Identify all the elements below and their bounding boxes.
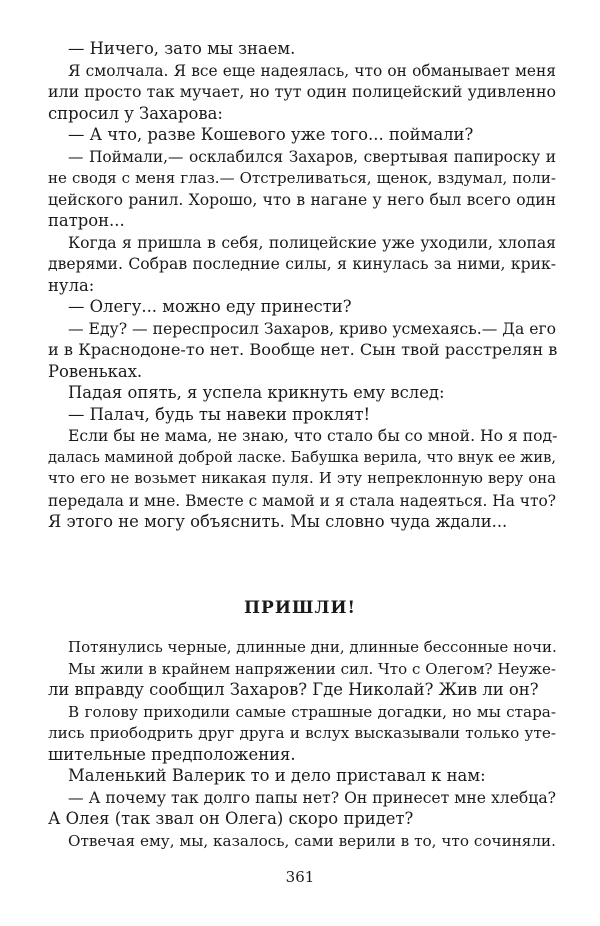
text-line: патрон...: [48, 211, 125, 230]
text-line: что его не возьмет никакая пуля. И эту непреклонную веру она: [48, 470, 556, 487]
text-line: нула:: [48, 275, 95, 295]
text-line: шительные предположения.: [48, 744, 296, 764]
text-line: — А почему так долго папы нет? Он принесет мне хлебца?: [68, 788, 556, 807]
text-line: Я смолчала. Я все еще надеялась, что он обманывает меня: [68, 61, 556, 80]
text-line: Ровеньках.: [48, 361, 143, 381]
text-line: — А что, разве Кошевого уже того... поймали?: [68, 125, 474, 144]
text-line: В голову приходили самые страшные догадки, но мы стара-: [68, 702, 556, 721]
text-line: лись приободрить друг друга и вслух высказывали только уте-: [48, 724, 556, 742]
page-number: 361: [285, 868, 315, 886]
text-line: далась маминой доброй ласке. Бабушка верила, что внук ее жив,: [48, 448, 557, 466]
text-line: Я этого не могу объяснить. Мы словно чуда ждали...: [48, 512, 508, 531]
text-line: не сводя с меня глаз.— Отстреливаться, щенок, вздумал, поли-: [48, 169, 556, 187]
text-line: дверями. Собрав последние силы, я кинулась за ними, крик-: [48, 255, 556, 273]
text-line: Мы жили в крайнем напряжении сил. Что с Олегом? Неуже-: [68, 659, 556, 678]
text-line: Если бы не мама, не знаю, что стало бы со мной. Но я под-: [68, 427, 558, 445]
text-line: А Олея (так звал он Олега) скоро придет?: [48, 809, 414, 828]
text-line: ли вправду сообщил Захаров? Где Николай? Жив ли он?: [48, 680, 539, 699]
text-line: или просто так мучает, но тут один полицейский удивленно: [48, 82, 556, 101]
text-line: — Олегу... можно еду принести?: [68, 297, 352, 316]
text-line: — Еду? — переспросил Захаров, криво усмехаясь.— Да его: [68, 319, 556, 338]
text-line: передала и мне. Вместе с мамой и я стала надеяться. На что?: [48, 491, 557, 510]
text-line: — Поймали,— осклабился Захаров, свертывая папироску и: [68, 147, 556, 166]
text-line: спросил у Захарова:: [48, 103, 223, 123]
text-line: — Палач, будь ты навеки проклят!: [68, 404, 371, 424]
text-line: Маленький Валерик то и дело приставал к нам:: [68, 766, 486, 785]
text-line: — Ничего, зато мы знаем.: [68, 39, 296, 58]
text-line: Когда я пришла в себя, полицейские уже уходили, хлопая: [68, 233, 556, 252]
text-line: Отвечая ему, мы, казалось, сами верили в то, что сочиняли.: [68, 831, 556, 850]
section-heading: ПРИШЛИ!: [243, 598, 356, 618]
text-line: цейского ранил. Хорошо, что в нагане у него был всего один: [48, 190, 556, 209]
text-line: и в Краснодоне-то нет. Вообще нет. Сын твой расстрелян в: [48, 340, 558, 359]
text-line: Потянулись черные, длинные дни, длинные бессонные ночи.: [68, 638, 557, 656]
text-line: Падая опять, я успела крикнуть ему вслед:: [68, 383, 445, 402]
